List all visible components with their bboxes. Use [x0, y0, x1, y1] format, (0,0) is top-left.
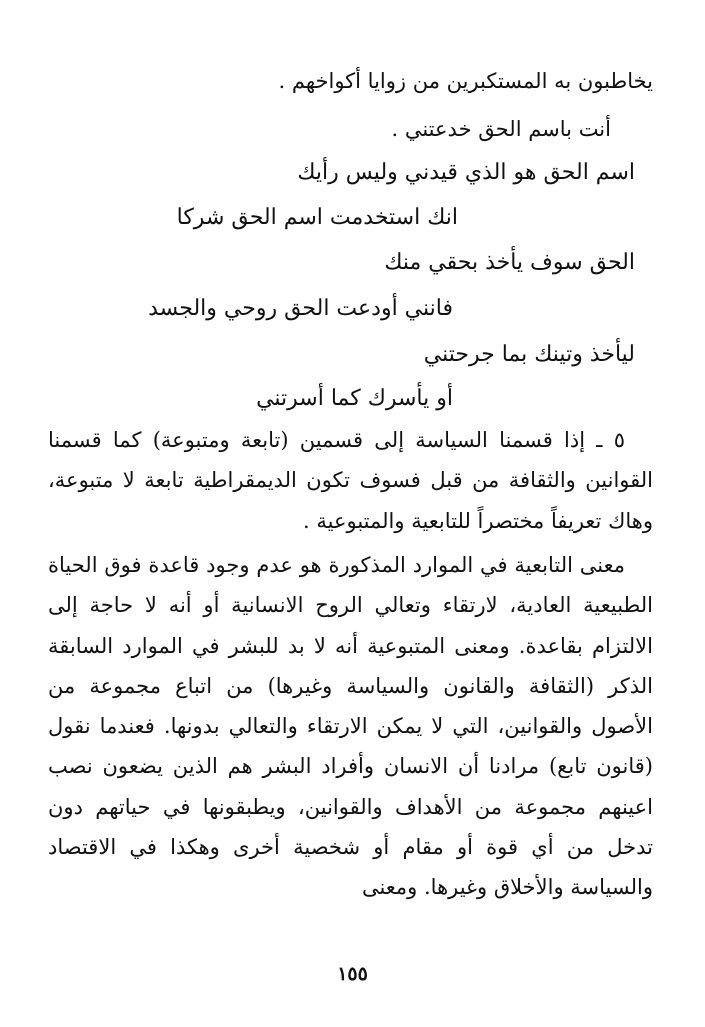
- poem-line-3: الحق سوف يأخذ بحقي منك: [384, 250, 635, 275]
- paragraph-definitions-text: معنى التابعية في الموارد المذكورة هو عدم وجود قاعدة فوق الحياة الطبيعية العادية، لارتقاء وتعالي الروح الانسانية أو أنه لا حاجة إلى الالتزام بقاعدة. ومعنى المتبوعية أنه لا بد للبشر في الموارد السابقة الذكر (الثقافة والقانون والسياسة وغيرها) من اتباع مجموعة من الأصول والقوانين، التي لا يمكن الارتقاء والتعالي بدونها. فعندما نقول (قانون تابع) مرادنا أن الانسان وأفراد البشر هم الذين يضعون نصب اعينهم مجموعة من الأهداف والقوانين، ويطبقونها في حياتهم دون تدخل من أي قوة أو مقام أو شخصية أخرى وهكذا في الاقتصاد والسياسة والأخلاق وغيرها. ومعنى: [48, 553, 653, 900]
- page-number: ١٥٥: [337, 963, 368, 985]
- paragraph-point-5: [48, 420, 653, 541]
- poem-line-2: انك استخدمت اسم الحق شركا: [176, 205, 458, 230]
- intro-line-2: أنت باسم الحق خدعتني .: [391, 117, 611, 141]
- poem-line-5: ليأخذ وتينك بما جرحتني: [423, 342, 635, 367]
- poem-line-4: فانني أودعت الحق روحي والجسد: [148, 296, 453, 321]
- book-page: [48, 58, 653, 998]
- paragraph-point-5-text: ٥ ـ إذا قسمنا السياسة إلى قسمين (تابعة ومتبوعة) كما قسمنا القوانين والثقافة من قبل فسوف تكون الديمقراطية تابعة لا متبوعة، وهاك تعريفاً مختصراً للتابعية والمتبوعية .: [48, 428, 653, 533]
- paragraph-definitions: [48, 545, 653, 908]
- intro-line-1: يخاطبون به المستكبرين من زوايا أكواخهم .: [278, 69, 653, 93]
- poem-line-6: أو يأسرك كما أسرتني: [256, 386, 453, 411]
- poem-line-1: اسم الحق هو الذي قيدني وليس رأيك: [297, 160, 635, 185]
